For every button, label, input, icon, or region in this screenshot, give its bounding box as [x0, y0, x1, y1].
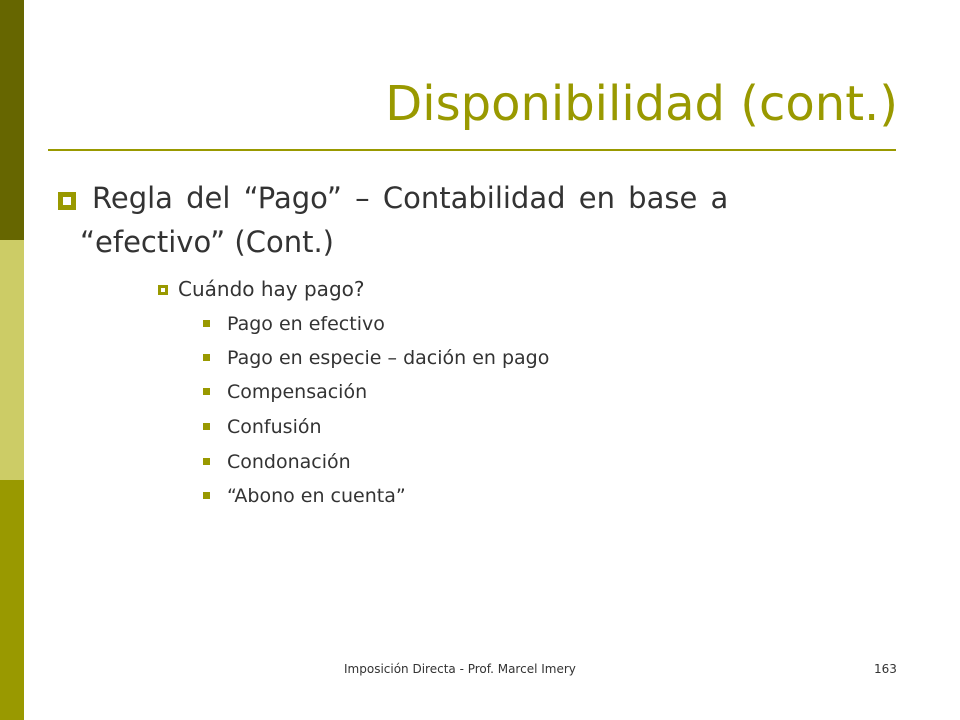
- bullet-level3-item: Confusión: [227, 416, 322, 438]
- small-square-bullet-icon: [203, 320, 210, 327]
- bullet-level3-item: Pago en especie – dación en pago: [227, 347, 550, 369]
- bullet-level3-item: Compensación: [227, 381, 368, 403]
- side-bar-bottom: [0, 480, 24, 720]
- footer-text: Imposición Directa - Prof. Marcel Imery: [344, 662, 576, 676]
- small-square-bullet-icon: [203, 388, 210, 395]
- bullet-level3-item: Condonación: [227, 451, 351, 473]
- bullet-level1-line2: “efectivo” (Cont.): [80, 225, 334, 259]
- bullet-level3-item: Pago en efectivo: [227, 313, 385, 335]
- slide-title: Disponibilidad (cont.): [385, 76, 898, 132]
- small-square-bullet-icon: [203, 354, 210, 361]
- square-bullet-icon: [158, 285, 168, 295]
- bullet-level1-line1: Regla del “Pago” – Contabilidad en base a: [92, 181, 729, 215]
- small-square-bullet-icon: [203, 423, 210, 430]
- square-bullet-icon: [58, 192, 76, 210]
- small-square-bullet-icon: [203, 458, 210, 465]
- bullet-level2: Cuándo hay pago?: [178, 277, 365, 301]
- title-divider: [48, 149, 896, 151]
- side-bar-top: [0, 0, 24, 240]
- page-number: 163: [874, 662, 897, 676]
- bullet-level3-item: “Abono en cuenta”: [227, 485, 406, 507]
- small-square-bullet-icon: [203, 492, 210, 499]
- side-bar-middle: [0, 240, 24, 480]
